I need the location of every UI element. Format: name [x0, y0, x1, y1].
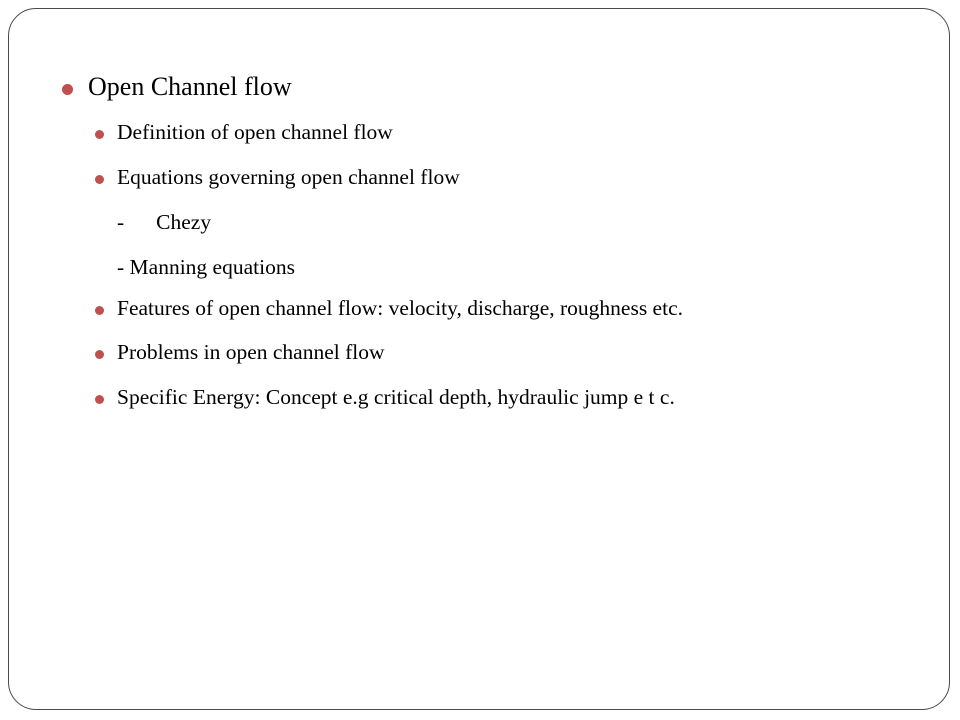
slide-heading: Open Channel flow [88, 72, 292, 101]
list-item: Specific Energy: Concept e.g critical depth, hydraulic jump e t c. [117, 385, 675, 409]
bullet-icon [95, 395, 104, 404]
bullet-icon [62, 84, 73, 95]
sub-line-manning: - Manning equations [117, 255, 295, 279]
dash-marker: - [117, 210, 125, 234]
sub-line-text: Chezy [156, 210, 212, 234]
list-item: Problems in open channel flow [117, 340, 385, 364]
bullet-icon [95, 175, 104, 184]
bullet-icon [95, 350, 104, 359]
sub-line-chezy [117, 210, 211, 235]
list-item: Equations governing open channel flow [117, 165, 460, 189]
list-item: Definition of open channel flow [117, 120, 393, 144]
bullet-icon [95, 306, 104, 315]
bullet-icon [95, 130, 104, 139]
list-item: Features of open channel flow: velocity, discharge, roughness etc. [117, 296, 683, 320]
